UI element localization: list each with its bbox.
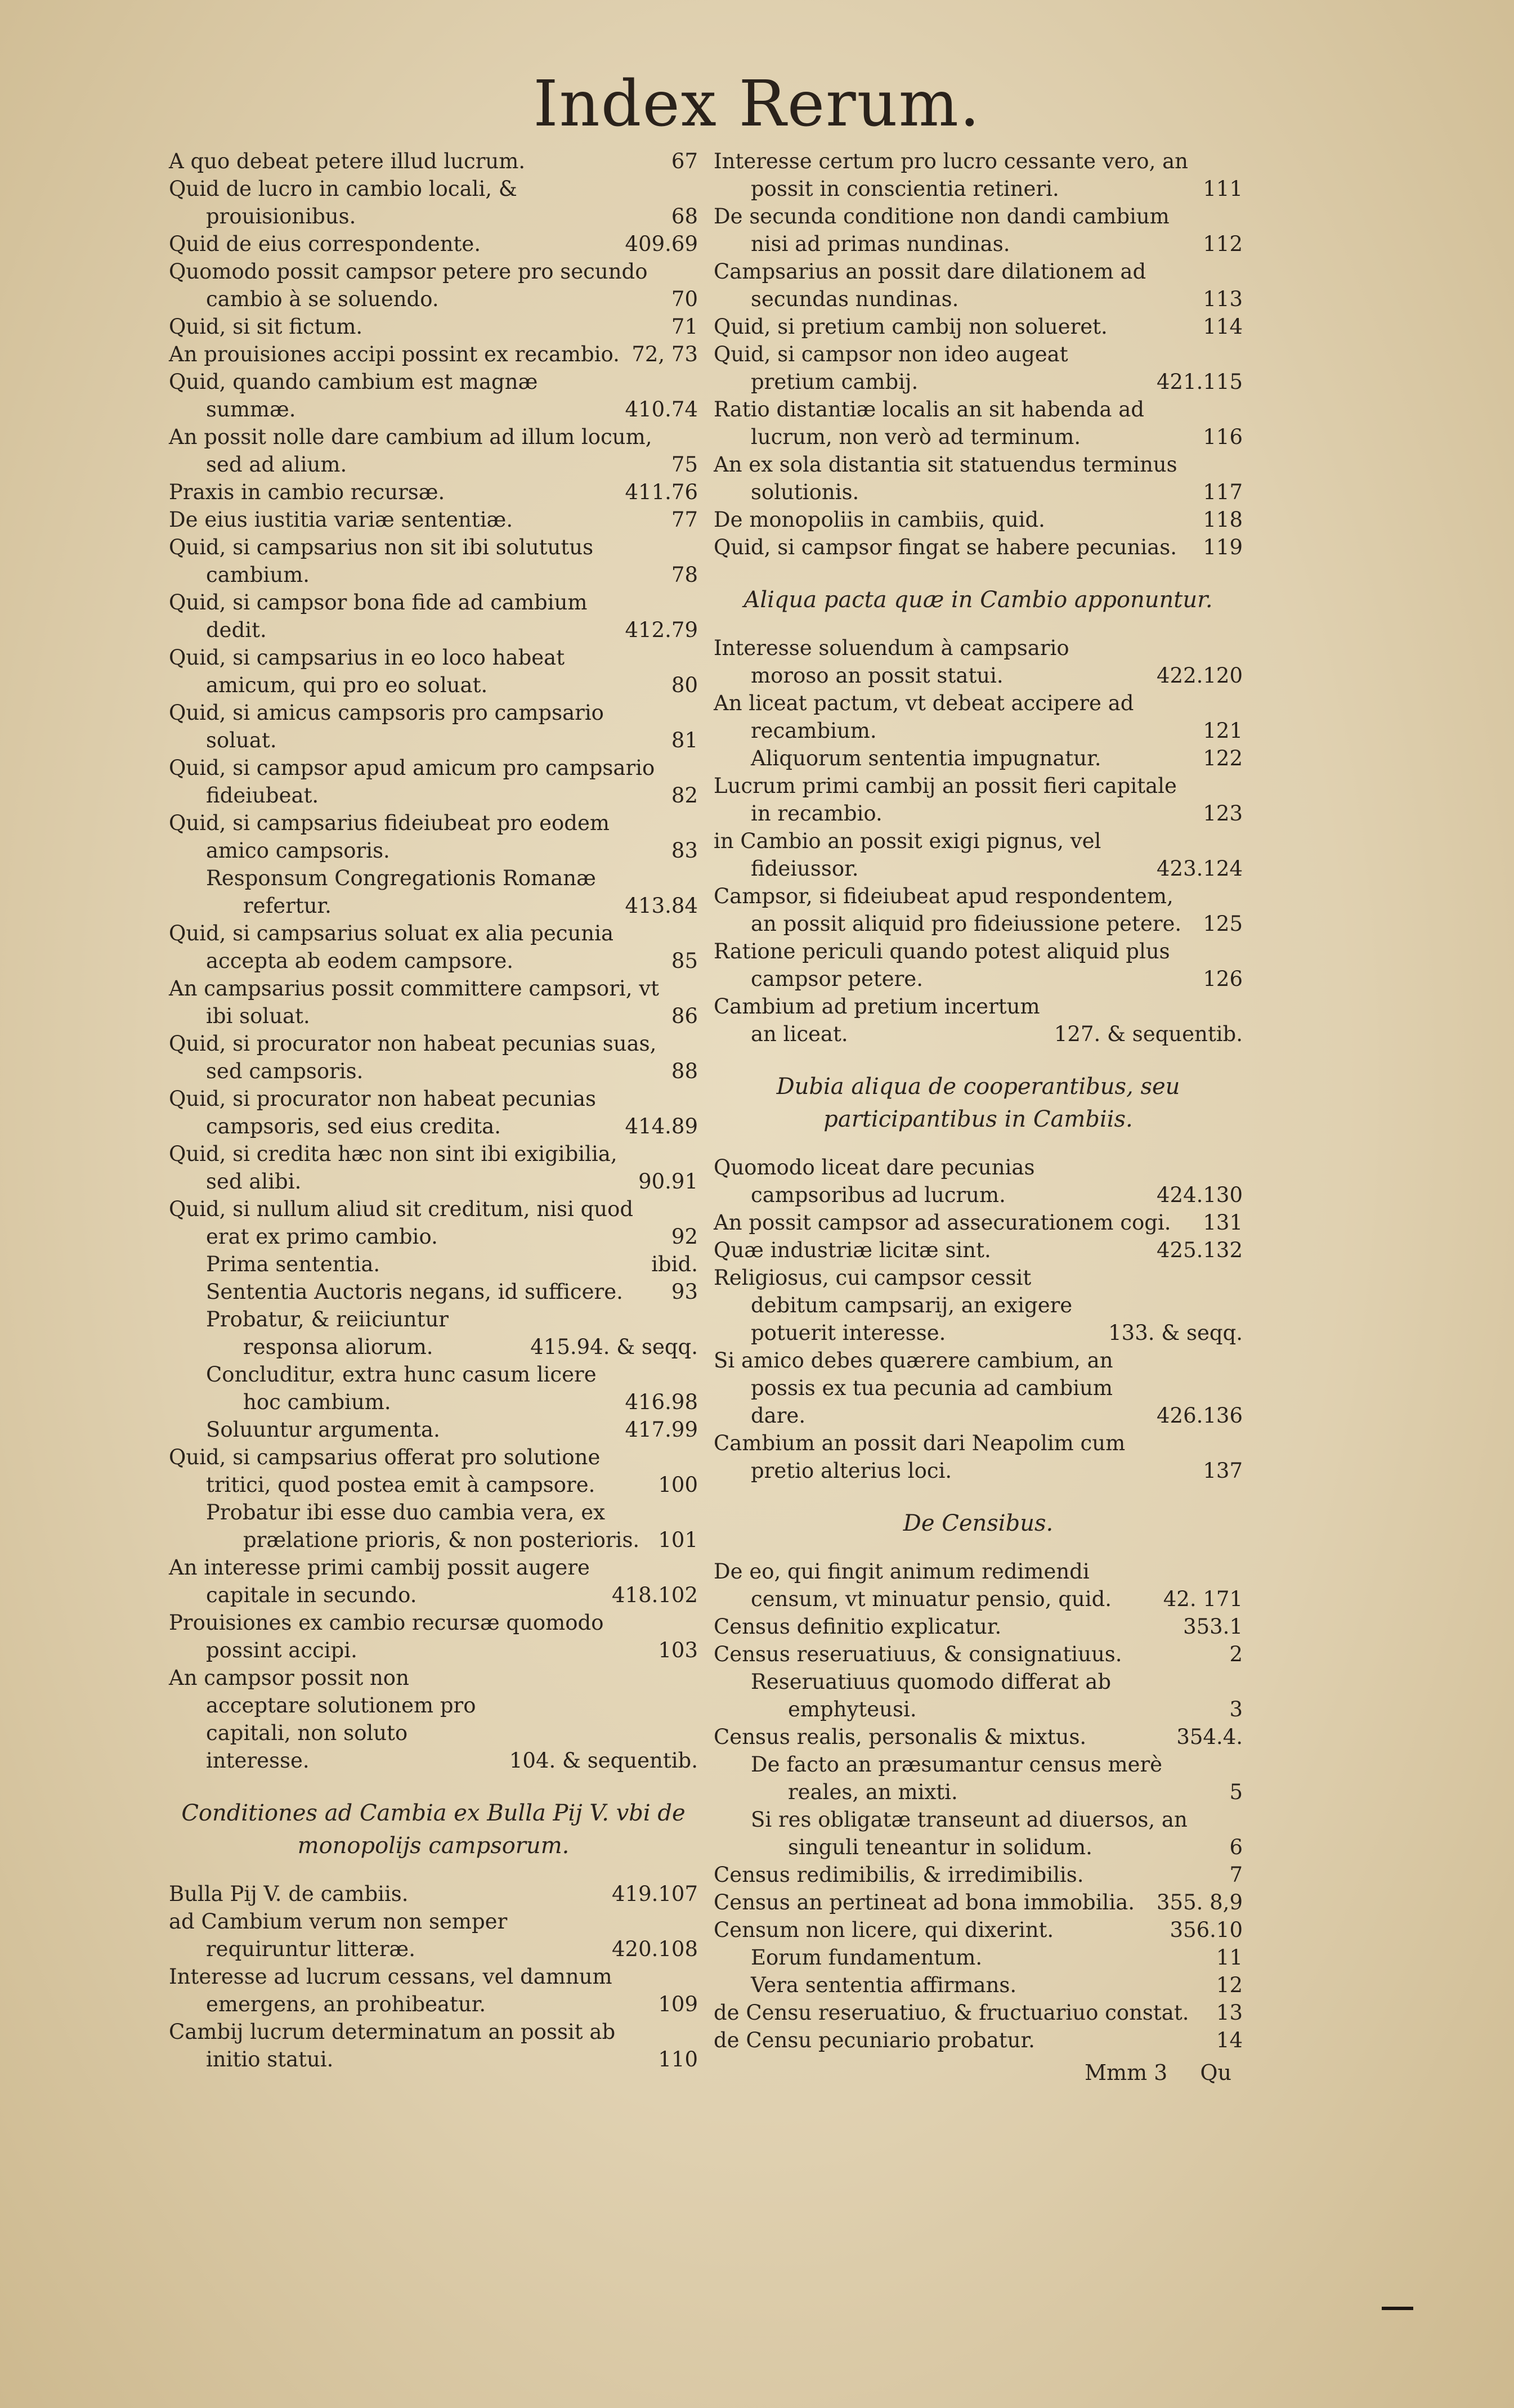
- entry-page: 93: [671, 1280, 698, 1304]
- entry-text: An interesse primi cambij possit augere capitale in secundo.: [169, 1555, 590, 1607]
- index-entry: [714, 1347, 1243, 1429]
- index-entry: [714, 1971, 1243, 1999]
- entry-page: 109: [658, 1992, 698, 2016]
- section-heading-pacta: Aliqua pacta quæ in Cambio apponuntur.: [743, 587, 1213, 613]
- section-heading-censibus: De Censibus.: [903, 1510, 1054, 1536]
- entry-page: 14: [1216, 2028, 1243, 2052]
- entry-page: 125: [1203, 912, 1243, 936]
- entry-page: 82: [671, 783, 698, 808]
- entry-page: 121: [1203, 719, 1243, 743]
- right-column: [714, 147, 1243, 2088]
- entry-page: 418.102: [611, 1583, 698, 1607]
- entry-text: Quid, si campsor bona fide ad cambium dedit.: [169, 590, 588, 642]
- index-entry: [169, 2018, 698, 2073]
- index-entry: [169, 1140, 698, 1195]
- index-entry: [169, 147, 698, 175]
- entry-text: Soluuntur argumenta.: [206, 1418, 440, 1442]
- entry-text: An possit campsor ad assecurationem cogi.: [714, 1210, 1171, 1235]
- entry-text: Censum non licere, qui dixerint.: [714, 1918, 1054, 1942]
- entry-text: Census definitio explicatur.: [714, 1615, 1002, 1639]
- entry-page: 416.98: [625, 1390, 698, 1414]
- entry-page: 410.74: [625, 397, 698, 421]
- signature-mark: Mmm 3: [1085, 2060, 1168, 2085]
- entry-page: 70: [671, 287, 698, 311]
- index-entry: [169, 478, 698, 506]
- entry-text: De secunda conditione non dandi cambium nisi ad primas nundinas.: [714, 204, 1170, 256]
- index-entry: [169, 1880, 698, 1908]
- right-entries-pacta: [714, 634, 1243, 1048]
- entry-page: 112: [1203, 232, 1243, 256]
- index-entry: [714, 1751, 1243, 1806]
- entry-page: 117: [1203, 480, 1243, 504]
- index-entry: [714, 1613, 1243, 1640]
- entry-text: Quid de eius correspondente.: [169, 232, 481, 256]
- entry-page: 356.10: [1170, 1918, 1243, 1942]
- entry-text: Bulla Pij V. de cambiis.: [169, 1882, 409, 1906]
- entry-text: De facto an præsumantur census merè reales, an mixti.: [751, 1752, 1163, 1804]
- index-entry: [169, 1664, 698, 1774]
- entry-text: Quid, si campsarius in eo loco habeat amicum, qui pro eo soluat.: [169, 645, 565, 697]
- index-entry: [714, 1429, 1243, 1485]
- entry-text: An campsor possit non acceptare solutionem pro capitali, non soluto interesse.: [169, 1666, 476, 1773]
- entry-text: Census realis, personalis & mixtus.: [714, 1725, 1087, 1749]
- section-heading-conditiones: Conditiones ad Cambia ex Bulla Pij V. vbi de monopolijs campsorum.: [181, 1800, 686, 1859]
- entry-text: Quid, si sit fictum.: [169, 315, 363, 339]
- entry-page: 417.99: [625, 1418, 698, 1442]
- index-entry: [169, 1306, 698, 1361]
- entry-text: Quid, si credita hæc non sint ibi exigibilia, sed alibi.: [169, 1142, 617, 1194]
- entry-page: 353.1: [1183, 1615, 1243, 1639]
- index-entry: [714, 1999, 1243, 2026]
- index-entry: [169, 230, 698, 258]
- index-entry: [169, 533, 698, 589]
- entry-page: 137: [1203, 1459, 1243, 1483]
- entry-text: Quid, si campsarius offerat pro solutione tritici, quod postea emit à campsore.: [169, 1445, 601, 1497]
- index-entry: [714, 993, 1243, 1048]
- entry-text: Quid, si campsor non ideo augeat pretium cambij.: [714, 342, 1068, 394]
- index-entry: [714, 203, 1243, 258]
- entry-page: 92: [671, 1225, 698, 1249]
- index-entry: [169, 1443, 698, 1499]
- index-entry: [714, 745, 1243, 772]
- index-entry: [169, 699, 698, 754]
- entry-text: Concluditur, extra hunc casum licere hoc cambium.: [206, 1362, 597, 1414]
- entry-page: 127. & sequentib.: [1054, 1022, 1243, 1046]
- entry-text: ad Cambium verum non semper requiruntur litteræ.: [169, 1909, 508, 1961]
- entry-text: Quomodo possit campsor petere pro secundo cambio à se soluendo.: [169, 259, 648, 311]
- index-entry: [714, 506, 1243, 533]
- entry-page: 421.115: [1156, 370, 1243, 394]
- entry-text: Ratione periculi quando potest aliquid plus campsor petere.: [714, 939, 1170, 991]
- entry-page: 81: [671, 728, 698, 752]
- index-entry: [714, 2026, 1243, 2054]
- index-entry: [169, 1609, 698, 1664]
- entry-page: 3: [1229, 1697, 1243, 1721]
- index-entry: [169, 809, 698, 864]
- index-entry: [714, 689, 1243, 745]
- entry-page: 122: [1203, 746, 1243, 770]
- right-entries-dubia: [714, 1154, 1243, 1485]
- index-entry: [169, 1416, 698, 1443]
- entry-text: Sententia Auctoris negans, id sufficere.: [206, 1280, 623, 1304]
- index-entry: [169, 258, 698, 313]
- entry-text: Quid, si procurator non habeat pecunias suas, sed campsoris.: [169, 1032, 657, 1083]
- entry-page: 426.136: [1156, 1403, 1243, 1428]
- index-entry: [169, 1361, 698, 1416]
- entry-text: Quid, si amicus campsoris pro campsario soluat.: [169, 701, 604, 752]
- index-entry: [169, 1250, 698, 1278]
- index-entry: [169, 644, 698, 699]
- entry-text: Quid, si campsarius fideiubeat pro eodem amico campsoris.: [169, 811, 610, 863]
- entry-text: Quæ industriæ licitæ sint.: [714, 1238, 991, 1262]
- entry-page: 104. & sequentib.: [509, 1748, 698, 1773]
- entry-page: 88: [671, 1059, 698, 1083]
- entry-text: Prima sententia.: [206, 1252, 380, 1276]
- index-entry: [714, 1861, 1243, 1889]
- index-entry: [169, 589, 698, 644]
- entry-text: de Censu reseruatiuo, & fructuariuo constat.: [714, 2001, 1189, 2025]
- index-entry: [714, 1558, 1243, 1613]
- entry-text: Aliquorum sententia impugnatur.: [751, 746, 1101, 770]
- index-entry: [169, 175, 698, 230]
- entry-text: Eorum fundamentum.: [751, 1945, 983, 1970]
- index-entry: [714, 938, 1243, 993]
- entry-page: 12: [1216, 1973, 1243, 1997]
- index-entry: [169, 313, 698, 340]
- entry-text: Lucrum primi cambij an possit fieri capitale in recambio.: [714, 774, 1177, 826]
- index-entry: [714, 827, 1243, 882]
- entry-text: Praxis in cambio recursæ.: [169, 480, 445, 504]
- entry-text: Census redimibilis, & irredimibilis.: [714, 1863, 1084, 1887]
- section-heading-dubia: Dubia aliqua de cooperantibus, seu participantibus in Cambiis.: [776, 1074, 1180, 1132]
- entry-page: 114: [1203, 315, 1243, 339]
- entry-text: Interesse soluendum à campsario moroso an possit statui.: [714, 636, 1069, 688]
- entry-page: 103: [658, 1638, 698, 1662]
- index-entry: [169, 1030, 698, 1085]
- entry-page: 67: [671, 149, 698, 173]
- entry-text: Quid, si nullum aliud sit creditum, nisi quod erat ex primo cambio.: [169, 1197, 634, 1249]
- index-entry: [169, 1195, 698, 1250]
- entry-page: 126: [1203, 967, 1243, 991]
- index-entry: [714, 772, 1243, 827]
- index-entry: [169, 1499, 698, 1554]
- index-entry: [714, 1209, 1243, 1236]
- entry-page: 101: [658, 1528, 698, 1552]
- entry-text: Quid, si campsarius non sit ibi solututus cambium.: [169, 535, 594, 587]
- entry-page: 7: [1229, 1863, 1243, 1887]
- entry-text: An prouisiones accipi possint ex recambio.: [169, 342, 620, 366]
- entry-text: Interesse certum pro lucro cessante vero, an possit in conscientia retineri.: [714, 149, 1188, 201]
- entry-page: 11: [1216, 1945, 1243, 1970]
- entry-text: An campsarius possit committere campsori, vt ibi soluat.: [169, 976, 660, 1028]
- entry-page: 111: [1203, 177, 1243, 201]
- entry-page: 131: [1203, 1210, 1243, 1235]
- index-entry: [714, 147, 1243, 203]
- index-entry: [169, 975, 698, 1030]
- index-entry: [714, 1723, 1243, 1751]
- entry-text: Census an pertineat ad bona immobilia.: [714, 1890, 1135, 1914]
- right-entries-censibus: [714, 1558, 1243, 2054]
- entry-text: A quo debeat petere illud lucrum.: [169, 149, 526, 173]
- entry-page: 409.69: [625, 232, 698, 256]
- index-entry: [169, 340, 698, 368]
- entry-page: 13: [1216, 2001, 1243, 2025]
- entry-page: 90.91: [638, 1169, 698, 1194]
- index-entry: [714, 634, 1243, 689]
- entry-text: in Cambio an possit exigi pignus, vel fideiussor.: [714, 829, 1101, 881]
- index-entry: [714, 1889, 1243, 1916]
- entry-page: 83: [671, 838, 698, 863]
- right-entries: [714, 147, 1243, 561]
- entry-page: 5: [1229, 1780, 1243, 1804]
- entry-text: Census reseruatiuus, & consignatiuus.: [714, 1642, 1122, 1666]
- entry-page: 75: [671, 452, 698, 477]
- entry-text: Cambij lucrum determinatum an possit ab initio statui.: [169, 2020, 616, 2071]
- entry-page: 123: [1203, 801, 1243, 826]
- entry-page: 80: [671, 673, 698, 697]
- entry-page: 420.108: [611, 1937, 698, 1961]
- entry-page: 100: [658, 1473, 698, 1497]
- index-entry: [714, 313, 1243, 340]
- entry-page: 422.120: [1156, 663, 1243, 688]
- entry-page: 6: [1229, 1835, 1243, 1859]
- entry-page: 77: [671, 508, 698, 532]
- entry-page: 116: [1203, 425, 1243, 449]
- index-entry: [714, 396, 1243, 451]
- left-entries: [169, 147, 698, 1774]
- page-footer: [714, 2057, 1243, 2088]
- index-entry: [169, 506, 698, 533]
- index-entry: [714, 1916, 1243, 1944]
- index-entry: [169, 1085, 698, 1140]
- entry-text: Quid, si campsarius soluat ex alia pecunia accepta ab eodem campsore.: [169, 921, 614, 973]
- index-entry: [169, 864, 698, 920]
- index-entry: [169, 368, 698, 423]
- index-entry: [714, 1668, 1243, 1723]
- catchword: Qu: [1200, 2060, 1231, 2085]
- index-entry: [714, 340, 1243, 396]
- entry-text: Probatur ibi esse duo cambia vera, ex prælatione prioris, & non posterioris.: [206, 1500, 640, 1552]
- entry-page: 411.76: [625, 480, 698, 504]
- index-entry: [714, 1640, 1243, 1668]
- entry-text: An possit nolle dare cambium ad illum locum, sed ad alium.: [169, 425, 652, 477]
- entry-text: Quid, si procurator non habeat pecunias campsoris, sed eius credita.: [169, 1087, 597, 1138]
- entry-page: 68: [671, 204, 698, 228]
- entry-page: 71: [671, 315, 698, 339]
- index-entry: [714, 882, 1243, 938]
- entry-page: 354.4.: [1176, 1725, 1243, 1749]
- entry-text: Quomodo liceat dare pecunias campsoribus ad lucrum.: [714, 1155, 1035, 1207]
- index-entry: [169, 754, 698, 809]
- entry-page: 85: [671, 949, 698, 973]
- entry-page: 72, 73: [631, 342, 698, 366]
- entry-text: Quid, si campsor fingat se habere pecunias.: [714, 535, 1177, 559]
- index-entry: [714, 451, 1243, 506]
- index-entry: [714, 1154, 1243, 1209]
- index-entry: [169, 1908, 698, 1963]
- entry-page: ibid.: [651, 1252, 698, 1276]
- entry-page: 118: [1203, 508, 1243, 532]
- index-entry: [169, 1963, 698, 2018]
- entry-page: 419.107: [611, 1882, 698, 1906]
- entry-text: Religiosus, cui campsor cessit debitum campsarij, an exigere potuerit interesse.: [714, 1266, 1073, 1345]
- entry-text: Si amico debes quærere cambium, an possis ex tua pecunia ad cambium dare.: [714, 1348, 1113, 1428]
- index-entry: [169, 423, 698, 478]
- entry-page: 86: [671, 1004, 698, 1028]
- entry-page: 413.84: [625, 894, 698, 918]
- entry-text: De monopoliis in cambiis, quid.: [714, 508, 1045, 532]
- entry-page: 424.130: [1156, 1183, 1243, 1207]
- entry-text: Quid, quando cambium est magnæ summæ.: [169, 370, 538, 421]
- index-entry: [169, 1554, 698, 1609]
- entry-text: Campsor, si fideiubeat apud respondentem, an possit aliquid pro fideiussione petere.: [714, 884, 1182, 936]
- entry-text: Si res obligatæ transeunt ad diuersos, an singuli teneantur in solidum.: [751, 1808, 1188, 1859]
- entry-page: 355. 8,9: [1157, 1890, 1243, 1914]
- entry-page: 423.124: [1156, 857, 1243, 881]
- entry-text: Interesse ad lucrum cessans, vel damnum emergens, an prohibeatur.: [169, 1965, 612, 2016]
- entry-text: Quid, si campsor apud amicum pro campsario fideiubeat.: [169, 756, 655, 808]
- entry-text: Prouisiones ex cambio recursæ quomodo possint accipi.: [169, 1611, 604, 1662]
- entry-text: An liceat pactum, vt debeat accipere ad recambium.: [714, 691, 1134, 743]
- entry-page: 113: [1203, 287, 1243, 311]
- left-column: [169, 147, 698, 2073]
- entry-text: Reseruatiuus quomodo differat ab emphyteusi.: [751, 1670, 1112, 1721]
- entry-page: 2: [1229, 1642, 1243, 1666]
- entry-page: 78: [671, 563, 698, 587]
- entry-text: de Censu pecuniario probatur.: [714, 2028, 1035, 2052]
- entry-text: Ratio distantiæ localis an sit habenda ad lucrum, non verò ad terminum.: [714, 397, 1144, 449]
- entry-text: Probatur, & reiiciuntur responsa aliorum.: [206, 1307, 449, 1359]
- entry-page: 425.132: [1156, 1238, 1243, 1262]
- entry-text: Responsum Congregationis Romanæ refertur.: [206, 866, 596, 918]
- entry-text: Campsarius an possit dare dilationem ad secundas nundinas.: [714, 259, 1146, 311]
- page-title: Index Rerum.: [533, 68, 981, 141]
- entry-page: 133. & seqq.: [1108, 1321, 1243, 1345]
- left-entries-bulla: [169, 1880, 698, 2073]
- index-entry: [714, 1264, 1243, 1347]
- margin-dash-mark: [1382, 2307, 1413, 2310]
- index-entry: [714, 1944, 1243, 1971]
- entry-text: An ex sola distantia sit statuendus terminus solutionis.: [714, 452, 1177, 504]
- index-entry: [169, 1278, 698, 1306]
- index-entry: [714, 258, 1243, 313]
- index-entry: [714, 1236, 1243, 1264]
- entry-text: De eius iustitia variæ sententiæ.: [169, 508, 513, 532]
- entry-text: Cambium an possit dari Neapolim cum pretio alterius loci.: [714, 1431, 1126, 1483]
- entry-text: Cambium ad pretium incertum an liceat.: [714, 994, 1040, 1046]
- index-entry: [169, 920, 698, 975]
- index-entry: [714, 533, 1243, 561]
- entry-page: 119: [1203, 535, 1243, 559]
- entry-page: 42. 171: [1163, 1587, 1243, 1611]
- entry-page: 415.94. & seqq.: [530, 1335, 698, 1359]
- entry-page: 110: [658, 2047, 698, 2071]
- index-entry: [714, 1806, 1243, 1861]
- entry-page: 412.79: [625, 618, 698, 642]
- entry-text: Vera sententia affirmans.: [751, 1973, 1017, 1997]
- entry-page: 414.89: [625, 1114, 698, 1138]
- entry-text: Quid, si pretium cambij non solueret.: [714, 315, 1108, 339]
- entry-text: De eo, qui fingit animum redimendi censum, vt minuatur pensio, quid.: [714, 1559, 1112, 1611]
- entry-text: Quid de lucro in cambio locali, & prouisionibus.: [169, 177, 517, 228]
